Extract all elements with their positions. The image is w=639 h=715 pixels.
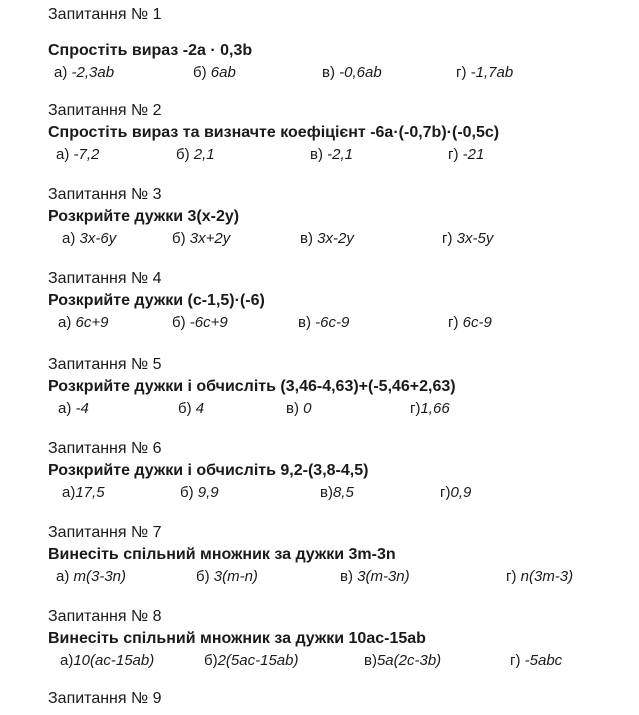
option-g[interactable] bbox=[456, 62, 513, 84]
option-label: а) bbox=[62, 230, 76, 247]
option-v[interactable] bbox=[310, 144, 353, 166]
question-task: Спростіть вираз -2a · 0,3b bbox=[48, 42, 253, 59]
option-label: б) bbox=[176, 146, 190, 163]
option-value: 4 bbox=[191, 400, 205, 417]
option-label: в) bbox=[286, 400, 299, 417]
option-value: -0,6ab bbox=[334, 64, 382, 81]
option-label: г) bbox=[510, 652, 521, 669]
option-label: г) bbox=[448, 314, 459, 331]
option-b[interactable] bbox=[172, 312, 228, 334]
question-title: Запитання № 7 bbox=[48, 524, 162, 541]
option-label: в) bbox=[298, 314, 311, 331]
answer-options bbox=[48, 312, 633, 334]
option-label: б) bbox=[172, 230, 186, 247]
option-value: 17,5 bbox=[75, 484, 105, 501]
option-label: г) bbox=[410, 400, 421, 417]
option-label: б) bbox=[172, 314, 186, 331]
option-b[interactable] bbox=[196, 566, 258, 588]
question-9 bbox=[48, 688, 633, 710]
question-title: Запитання № 6 bbox=[48, 440, 162, 457]
option-value: 2(5ac-15ab) bbox=[217, 652, 299, 669]
option-a[interactable] bbox=[56, 144, 99, 166]
option-label: а) bbox=[58, 314, 72, 331]
option-v[interactable] bbox=[286, 398, 311, 420]
answer-options bbox=[48, 62, 633, 84]
option-value: 6ab bbox=[206, 64, 236, 81]
answer-options bbox=[48, 228, 633, 250]
option-a[interactable] bbox=[60, 650, 154, 672]
option-label: а) bbox=[60, 652, 74, 669]
option-b[interactable] bbox=[204, 650, 298, 672]
option-v[interactable] bbox=[364, 650, 441, 672]
option-label: г) bbox=[506, 568, 517, 585]
option-b[interactable] bbox=[172, 228, 230, 250]
option-value: 0 bbox=[298, 400, 312, 417]
option-label: г) bbox=[456, 64, 467, 81]
option-v[interactable] bbox=[300, 228, 354, 250]
option-value: -6c-9 bbox=[310, 314, 350, 331]
question-title: Запитання № 4 bbox=[48, 270, 162, 287]
option-label: а) bbox=[54, 64, 68, 81]
option-g[interactable] bbox=[448, 144, 484, 166]
option-b[interactable] bbox=[180, 482, 219, 504]
option-value: 1,66 bbox=[420, 400, 450, 417]
option-label: б) bbox=[193, 64, 207, 81]
option-a[interactable] bbox=[54, 62, 114, 84]
option-value: 9,9 bbox=[193, 484, 219, 501]
option-v[interactable] bbox=[322, 62, 382, 84]
option-v[interactable] bbox=[298, 312, 349, 334]
option-g[interactable] bbox=[506, 566, 573, 588]
option-value: 6c+9 bbox=[71, 314, 109, 331]
option-label: в) bbox=[322, 64, 335, 81]
option-value: -2,3ab bbox=[67, 64, 115, 81]
question-task: Розкрийте дужки 3(x-2y) bbox=[48, 208, 240, 225]
question-3 bbox=[48, 184, 633, 250]
question-7 bbox=[48, 522, 633, 588]
option-label: а) bbox=[62, 484, 76, 501]
option-g[interactable] bbox=[448, 312, 492, 334]
option-label: б) bbox=[178, 400, 192, 417]
question-5 bbox=[48, 354, 633, 420]
option-value: 3x+2y bbox=[185, 230, 231, 247]
option-label: б) bbox=[196, 568, 210, 585]
option-label: а) bbox=[58, 400, 72, 417]
option-value: 3(m-3n) bbox=[352, 568, 410, 585]
question-2 bbox=[48, 100, 633, 166]
option-label: г) bbox=[440, 484, 451, 501]
option-label: в) bbox=[364, 652, 377, 669]
option-value: 5a(2c-3b) bbox=[376, 652, 442, 669]
option-b[interactable] bbox=[176, 144, 215, 166]
option-value: -5abc bbox=[520, 652, 563, 669]
option-a[interactable] bbox=[56, 566, 126, 588]
question-title: Запитання № 5 bbox=[48, 356, 162, 373]
question-4 bbox=[48, 268, 633, 334]
option-value: 10(ac-15ab) bbox=[73, 652, 155, 669]
option-a[interactable] bbox=[58, 312, 108, 334]
option-label: а) bbox=[56, 146, 70, 163]
option-value: 3x-5y bbox=[452, 230, 494, 247]
option-value: -21 bbox=[458, 146, 485, 163]
question-task: Розкрийте дужки (c-1,5)·(-6) bbox=[48, 292, 265, 309]
option-g[interactable] bbox=[510, 650, 562, 672]
question-title: Запитання № 9 bbox=[48, 690, 162, 707]
option-b[interactable] bbox=[193, 62, 236, 84]
question-title: Запитання № 8 bbox=[48, 608, 162, 625]
option-value: n(3m-3) bbox=[516, 568, 574, 585]
answer-options bbox=[48, 566, 633, 588]
option-label: а) bbox=[56, 568, 70, 585]
question-1 bbox=[48, 4, 633, 84]
option-label: в) bbox=[310, 146, 323, 163]
answer-options bbox=[48, 482, 633, 504]
option-a[interactable] bbox=[62, 482, 105, 504]
option-a[interactable] bbox=[58, 398, 89, 420]
option-label: б) bbox=[204, 652, 218, 669]
question-task: Розкрийте дужки і обчисліть (3,46-4,63)+(-5,46+2,63) bbox=[48, 378, 456, 395]
option-value: -6c+9 bbox=[185, 314, 228, 331]
question-8 bbox=[48, 606, 633, 672]
option-label: в) bbox=[340, 568, 353, 585]
option-label: г) bbox=[448, 146, 459, 163]
option-label: б) bbox=[180, 484, 194, 501]
answer-options bbox=[48, 650, 633, 672]
question-task: Винесіть спільний множник за дужки 3m-3n bbox=[48, 546, 396, 563]
question-6 bbox=[48, 438, 633, 504]
question-title: Запитання № 3 bbox=[48, 186, 162, 203]
option-value: 3x-2y bbox=[312, 230, 354, 247]
option-value: 8,5 bbox=[332, 484, 354, 501]
option-value: m(3-3n) bbox=[69, 568, 127, 585]
option-b[interactable] bbox=[178, 398, 204, 420]
option-value: 3x-6y bbox=[75, 230, 117, 247]
option-value: 6c-9 bbox=[458, 314, 492, 331]
option-v[interactable] bbox=[320, 482, 354, 504]
option-g[interactable] bbox=[440, 482, 471, 504]
question-title: Запитання № 1 bbox=[48, 6, 162, 23]
question-task: Спростіть вираз та визначте коефіцієнт -6a·(-0,7b)·(-0,5c) bbox=[48, 124, 500, 141]
option-label: г) bbox=[442, 230, 453, 247]
option-label: в) bbox=[320, 484, 333, 501]
option-g[interactable] bbox=[410, 398, 450, 420]
option-value: -4 bbox=[71, 400, 89, 417]
option-g[interactable] bbox=[442, 228, 493, 250]
question-task: Винесіть спільний множник за дужки 10ac-15ab bbox=[48, 630, 426, 647]
option-value: -7,2 bbox=[69, 146, 100, 163]
question-title: Запитання № 2 bbox=[48, 102, 162, 119]
option-a[interactable] bbox=[62, 228, 116, 250]
option-v[interactable] bbox=[340, 566, 410, 588]
question-task: Розкрийте дужки і обчисліть 9,2-(3,8-4,5) bbox=[48, 462, 369, 479]
option-value: 0,9 bbox=[450, 484, 472, 501]
option-value: -2,1 bbox=[322, 146, 353, 163]
option-label: в) bbox=[300, 230, 313, 247]
option-value: -1,7ab bbox=[466, 64, 514, 81]
answer-options bbox=[48, 144, 633, 166]
answer-options bbox=[48, 398, 633, 420]
option-value: 3(m-n) bbox=[209, 568, 258, 585]
option-value: 2,1 bbox=[189, 146, 215, 163]
